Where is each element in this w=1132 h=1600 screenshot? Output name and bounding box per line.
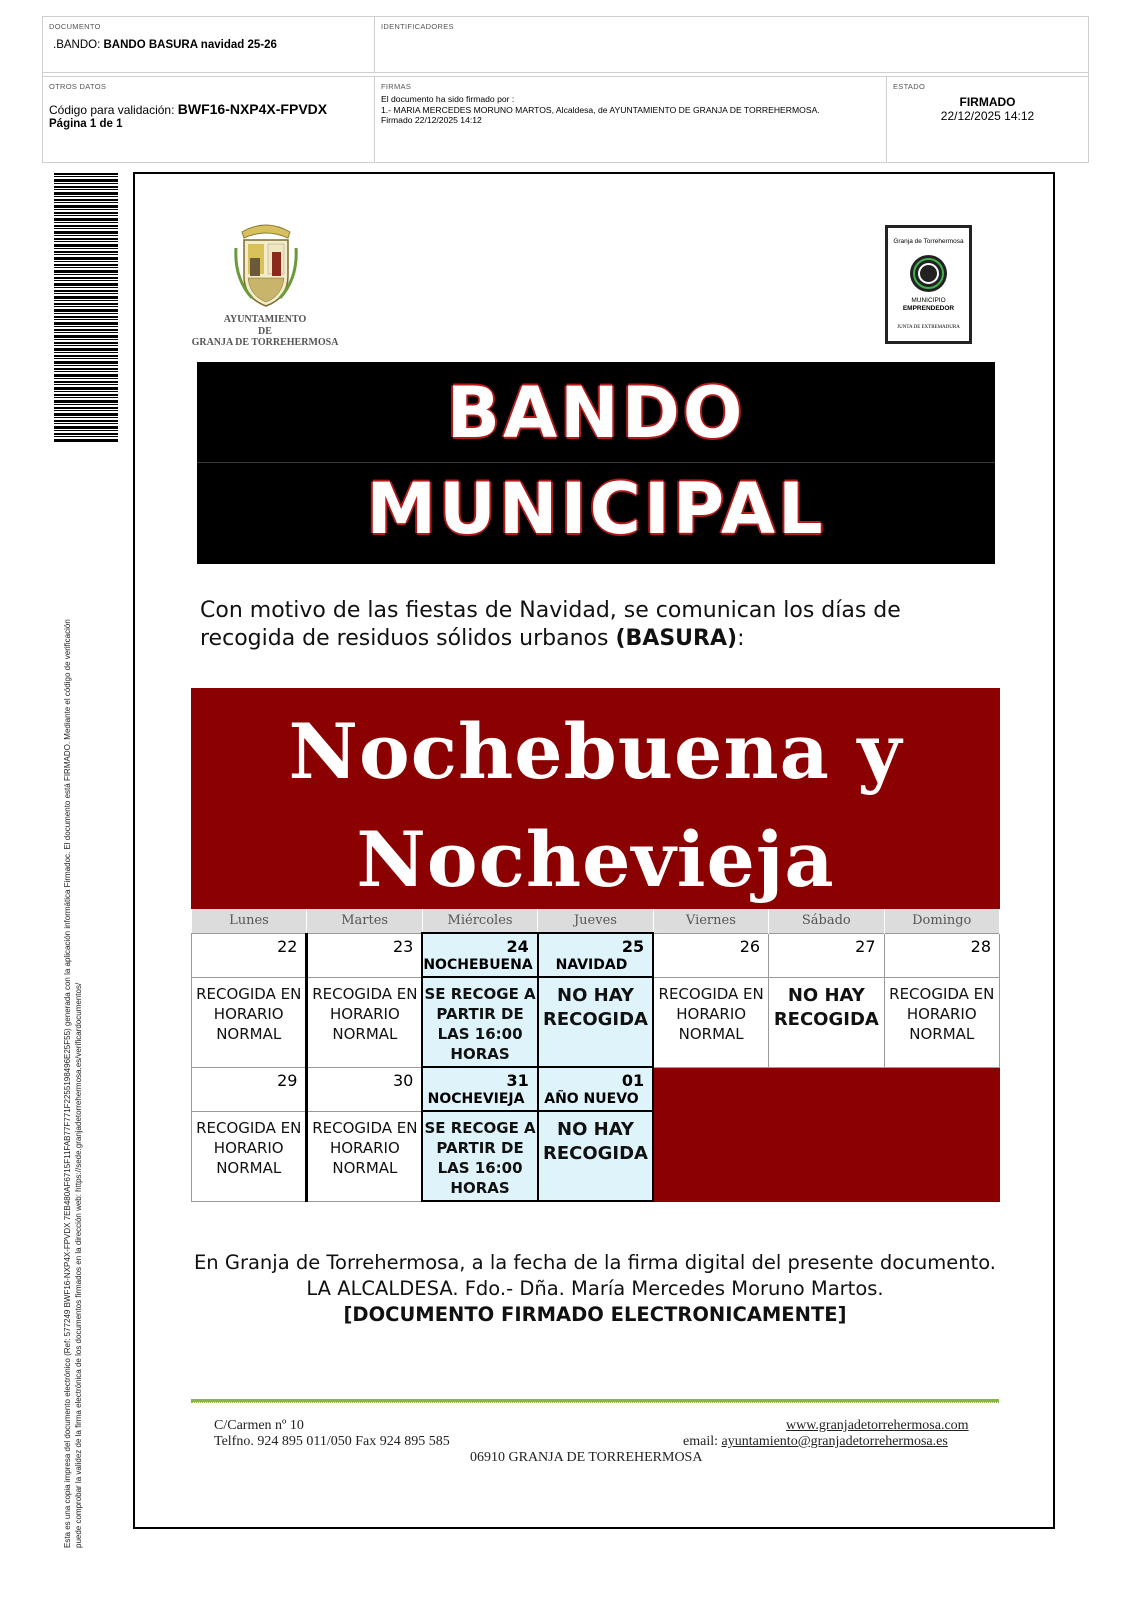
- estado-date: 22/12/2025 14:12: [940, 109, 1035, 123]
- banner-line1: BANDO: [446, 372, 746, 454]
- banner-line2: MUNICIPAL: [366, 468, 826, 550]
- collection-note: SE RECOGE A PARTIR DE LAS 16:00 HORAS: [422, 1111, 537, 1201]
- weekday-header: Miércoles: [422, 909, 537, 933]
- footer-website-link[interactable]: www.granjadetorrehermosa.com: [786, 1418, 969, 1433]
- firmas-label: FIRMAS: [381, 82, 412, 91]
- estado-label: ESTADO: [893, 82, 926, 91]
- document-metadata-box: [42, 16, 1089, 163]
- identificadores-cell: [375, 17, 1088, 73]
- weekday-header: Viernes: [653, 909, 768, 933]
- bando-municipal-banner: [197, 362, 995, 564]
- crest-caption: AYUNTAMIENTO DE GRANJA DE TORREHERMOSA: [191, 314, 339, 348]
- weekday-header: Martes: [307, 909, 422, 933]
- estado-cell: [887, 77, 1088, 163]
- footer-postal: 06910 GRANJA DE TORREHERMOSA: [470, 1450, 703, 1465]
- day-cell: 23: [307, 933, 422, 977]
- weekday-header: Jueves: [538, 909, 653, 933]
- day-cell: 24 NOCHEBUENA: [422, 933, 537, 977]
- day-cell: 31 NOCHEVIEJA: [422, 1067, 537, 1111]
- collection-note: RECOGIDA EN HORARIO NORMAL: [192, 1111, 307, 1201]
- collection-note: RECOGIDA EN HORARIO NORMAL: [653, 977, 768, 1067]
- documento-cell: [43, 17, 375, 73]
- estado-value: FIRMADO: [959, 95, 1016, 109]
- otros-datos-label: OTROS DATOS: [49, 82, 107, 91]
- collection-note: RECOGIDA EN HORARIO NORMAL: [307, 1111, 422, 1201]
- day-cell: 25 NAVIDAD: [538, 933, 653, 977]
- firmas-cell: [375, 77, 887, 163]
- municipio-emprendedor-badge: Granja de Torrehermosa MUNICIPIO EMPRENDEDOR JUNTA DE EXTREMADURA: [885, 225, 972, 344]
- page-count: Página 1 de 1: [49, 118, 123, 130]
- verification-side-text: Esta es una copia impresa del documento electrónico (Ref: 577249 BWF16-NXP4X-FPVDX 7EB480AF6715F11FAB77F771F2255198496E25F55) generada con la aplicación informática Firmadoc. El documento está FIRMADO. Mediante el código de verificación puede comprobar la validez de la firma electrónica de los documentos firmados en la dirección web: https://sede.granjadetorrehermosa.es/verificardocumentos/: [63, 619, 83, 1548]
- day-cell: 30: [307, 1067, 422, 1111]
- empty-day-cell: [653, 1067, 768, 1201]
- empty-day-cell: [884, 1067, 999, 1201]
- documento-label: DOCUMENTO: [49, 22, 101, 31]
- footer-divider: [191, 1399, 999, 1403]
- week1-dates-row: [192, 933, 1000, 977]
- weekday-header: Domingo: [884, 909, 999, 933]
- collection-note: NO HAY RECOGIDA: [538, 977, 653, 1067]
- collection-note: RECOGIDA EN HORARIO NORMAL: [307, 977, 422, 1067]
- collection-note: NO HAY RECOGIDA: [538, 1111, 653, 1201]
- emprendedor-logo-icon: [910, 255, 947, 292]
- collection-note: SE RECOGE A PARTIR DE LAS 16:00 HORAS: [422, 977, 537, 1067]
- weekday-header: Lunes: [192, 909, 307, 933]
- week2-dates-row: [192, 1067, 1000, 1111]
- footer-phone: Telfno. 924 895 011/050 Fax 924 895 585: [214, 1434, 450, 1449]
- closing-statement: En Granja de Torrehermosa, a la fecha de la firma digital del presente documento. LA ALCALDESA. Fdo.- Dña. María Mercedes Moruno Martos. [DOCUMENTO FIRMADO ELECTRONICAMENTE]: [193, 1251, 997, 1326]
- weekday-header: Sábado: [769, 909, 884, 933]
- footer-email[interactable]: email: ayuntamiento@granjadetorrehermosa.es: [683, 1434, 948, 1449]
- day-cell: 29: [192, 1067, 307, 1111]
- otros-datos-cell: [43, 77, 375, 163]
- collection-calendar: [191, 909, 1000, 1202]
- day-cell: 27: [769, 933, 884, 977]
- day-cell: 22: [192, 933, 307, 977]
- day-cell: 28: [884, 933, 999, 977]
- nochebuena-nochevieja-banner: [191, 688, 1000, 909]
- empty-day-cell: [769, 1067, 884, 1201]
- intro-paragraph: Con motivo de las fiestas de Navidad, se comunican los días de recogida de residuos sólidos urbanos (BASURA):: [200, 598, 901, 651]
- collection-note: NO HAY RECOGIDA: [769, 977, 884, 1067]
- collection-note: RECOGIDA EN HORARIO NORMAL: [884, 977, 999, 1067]
- signature-details: El documento ha sido firmado por : 1.- MARIA MERCEDES MORUNO MARTOS, Alcaldesa, de AYUNTAMIENTO DE GRANJA DE TORREHERMOSA. Firmado 22/12/2025 14:12: [381, 94, 820, 125]
- weekday-header-row: [192, 909, 1000, 933]
- documento-title: .BANDO: BANDO BASURA navidad 25-26: [53, 39, 277, 51]
- collection-note: RECOGIDA EN HORARIO NORMAL: [192, 977, 307, 1067]
- validation-code: Código para validación: BWF16-NXP4X-FPVDX: [49, 101, 328, 117]
- day-cell: 26: [653, 933, 768, 977]
- footer-address: C/Carmen nº 10: [214, 1418, 304, 1433]
- red-banner-title: Nochebuena y Nochevieja: [288, 707, 903, 904]
- day-cell: 01 AÑO NUEVO: [538, 1067, 653, 1111]
- week1-collection-row: [192, 977, 1000, 1067]
- town-crest-icon: [232, 218, 300, 310]
- barcode: [54, 173, 118, 443]
- identificadores-label: IDENTIFICADORES: [381, 22, 454, 31]
